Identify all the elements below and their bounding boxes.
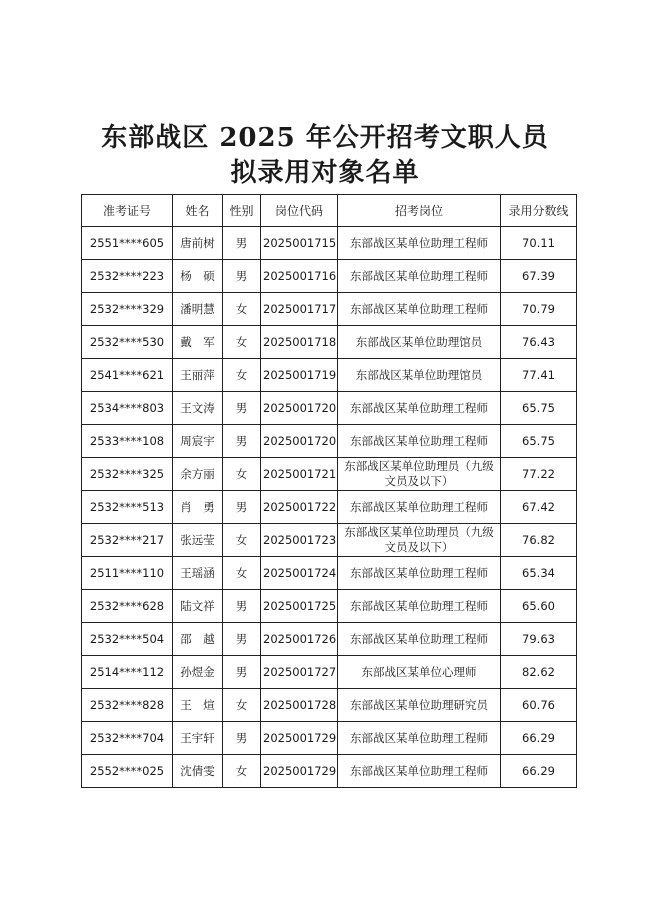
- exam-id-cell: 2532****223: [82, 260, 173, 293]
- exam-id-cell: 2532****704: [82, 722, 173, 755]
- gender-cell: 女: [223, 326, 261, 359]
- table-row: [82, 260, 577, 293]
- score-cell: 65.75: [501, 392, 577, 425]
- document-title: 东部战区 2025 年公开招考文职人员: [101, 123, 549, 153]
- position-cell: 东部战区某单位助理馆员: [338, 359, 501, 392]
- name-cell: 唐前树: [173, 227, 223, 260]
- score-cell: 82.62: [501, 656, 577, 689]
- gender-cell: 女: [223, 557, 261, 590]
- score-cell: 76.82: [501, 524, 577, 557]
- table-row: [82, 392, 577, 425]
- table-row: [82, 293, 577, 326]
- position-code-cell: 2025001725: [261, 590, 338, 623]
- gender-cell: 男: [223, 425, 261, 458]
- position-cell: 东部战区某单位助理研究员: [338, 689, 501, 722]
- table-row: [82, 656, 577, 689]
- score-cell: 76.43: [501, 326, 577, 359]
- position-cell: 东部战区某单位助理员（九级文员及以下）: [338, 458, 501, 491]
- exam-id-cell: 2511****110: [82, 557, 173, 590]
- exam-id-cell: 2551****605: [82, 227, 173, 260]
- position-code-cell: 2025001719: [261, 359, 338, 392]
- exam-id-cell: 2533****108: [82, 425, 173, 458]
- table-row: [82, 689, 577, 722]
- col-header-exam-id: 准考证号: [82, 195, 173, 227]
- gender-cell: 女: [223, 755, 261, 788]
- col-header-position-code: 岗位代码: [261, 195, 338, 227]
- gender-cell: 男: [223, 491, 261, 524]
- name-cell: 余方丽: [173, 458, 223, 491]
- name-cell: 陆文祥: [173, 590, 223, 623]
- position-code-cell: 2025001721: [261, 458, 338, 491]
- score-cell: 65.34: [501, 557, 577, 590]
- gender-cell: 女: [223, 524, 261, 557]
- admission-table: [81, 194, 577, 788]
- table-row: [82, 458, 577, 491]
- score-cell: 77.22: [501, 458, 577, 491]
- name-cell: 张远莹: [173, 524, 223, 557]
- position-code-cell: 2025001720: [261, 425, 338, 458]
- position-cell: 东部战区某单位助理工程师: [338, 557, 501, 590]
- exam-id-cell: 2514****112: [82, 656, 173, 689]
- name-cell: 沈倩雯: [173, 755, 223, 788]
- score-cell: 67.42: [501, 491, 577, 524]
- table-row: [82, 359, 577, 392]
- exam-id-cell: 2532****828: [82, 689, 173, 722]
- name-cell: 杨 硕: [173, 260, 223, 293]
- position-code-cell: 2025001720: [261, 392, 338, 425]
- position-cell: 东部战区某单位助理工程师: [338, 590, 501, 623]
- table-row: [82, 524, 577, 557]
- gender-cell: 女: [223, 689, 261, 722]
- exam-id-cell: 2532****217: [82, 524, 173, 557]
- position-code-cell: 2025001724: [261, 557, 338, 590]
- gender-cell: 男: [223, 722, 261, 755]
- position-code-cell: 2025001726: [261, 623, 338, 656]
- gender-cell: 男: [223, 590, 261, 623]
- position-cell: 东部战区某单位助理工程师: [338, 425, 501, 458]
- position-cell: 东部战区某单位助理工程师: [338, 722, 501, 755]
- gender-cell: 男: [223, 392, 261, 425]
- position-cell: 东部战区某单位助理工程师: [338, 293, 501, 326]
- gender-cell: 女: [223, 359, 261, 392]
- gender-cell: 男: [223, 656, 261, 689]
- exam-id-cell: 2532****329: [82, 293, 173, 326]
- exam-id-cell: 2532****628: [82, 590, 173, 623]
- table-row: [82, 722, 577, 755]
- exam-id-cell: 2532****325: [82, 458, 173, 491]
- score-cell: 60.76: [501, 689, 577, 722]
- table-body: [82, 227, 577, 788]
- position-cell: 东部战区某单位助理工程师: [338, 755, 501, 788]
- name-cell: 王宇轩: [173, 722, 223, 755]
- col-header-position: 招考岗位: [338, 195, 501, 227]
- score-cell: 77.41: [501, 359, 577, 392]
- position-code-cell: 2025001715: [261, 227, 338, 260]
- table-row: [82, 755, 577, 788]
- table-row: [82, 590, 577, 623]
- score-cell: 67.39: [501, 260, 577, 293]
- position-cell: 东部战区某单位助理工程师: [338, 623, 501, 656]
- name-cell: 孙煜金: [173, 656, 223, 689]
- position-cell: 东部战区某单位助理工程师: [338, 260, 501, 293]
- gender-cell: 男: [223, 260, 261, 293]
- position-code-cell: 2025001727: [261, 656, 338, 689]
- score-cell: 66.29: [501, 755, 577, 788]
- name-cell: 邵 越: [173, 623, 223, 656]
- score-cell: 66.29: [501, 722, 577, 755]
- position-code-cell: 2025001722: [261, 491, 338, 524]
- table-header-row: [82, 195, 577, 227]
- position-cell: 东部战区某单位助理工程师: [338, 227, 501, 260]
- name-cell: 王瑶涵: [173, 557, 223, 590]
- score-cell: 65.75: [501, 425, 577, 458]
- exam-id-cell: 2532****504: [82, 623, 173, 656]
- name-cell: 肖 勇: [173, 491, 223, 524]
- name-cell: 王 煊: [173, 689, 223, 722]
- position-cell: 东部战区某单位助理工程师: [338, 392, 501, 425]
- exam-id-cell: 2532****530: [82, 326, 173, 359]
- exam-id-cell: 2541****621: [82, 359, 173, 392]
- table-row: [82, 227, 577, 260]
- exam-id-cell: 2534****803: [82, 392, 173, 425]
- position-code-cell: 2025001729: [261, 722, 338, 755]
- score-cell: 70.11: [501, 227, 577, 260]
- position-code-cell: 2025001723: [261, 524, 338, 557]
- name-cell: 戴 军: [173, 326, 223, 359]
- score-cell: 79.63: [501, 623, 577, 656]
- name-cell: 王文涛: [173, 392, 223, 425]
- name-cell: 王丽萍: [173, 359, 223, 392]
- table-row: [82, 425, 577, 458]
- gender-cell: 女: [223, 458, 261, 491]
- table-row: [82, 326, 577, 359]
- position-code-cell: 2025001716: [261, 260, 338, 293]
- table-row: [82, 491, 577, 524]
- col-header-gender: 性别: [223, 195, 261, 227]
- table-row: [82, 557, 577, 590]
- position-cell: 东部战区某单位助理工程师: [338, 491, 501, 524]
- name-cell: 周宸宇: [173, 425, 223, 458]
- col-header-score: 录用分数线: [501, 195, 577, 227]
- position-code-cell: 2025001718: [261, 326, 338, 359]
- gender-cell: 男: [223, 227, 261, 260]
- gender-cell: 女: [223, 293, 261, 326]
- exam-id-cell: 2552****025: [82, 755, 173, 788]
- score-cell: 65.60: [501, 590, 577, 623]
- name-cell: 潘明慧: [173, 293, 223, 326]
- position-cell: 东部战区某单位助理员（九级文员及以下）: [338, 524, 501, 557]
- position-code-cell: 2025001717: [261, 293, 338, 326]
- gender-cell: 男: [223, 623, 261, 656]
- score-cell: 70.79: [501, 293, 577, 326]
- position-cell: 东部战区某单位心理师: [338, 656, 501, 689]
- position-code-cell: 2025001729: [261, 755, 338, 788]
- table-row: [82, 623, 577, 656]
- position-code-cell: 2025001728: [261, 689, 338, 722]
- exam-id-cell: 2532****513: [82, 491, 173, 524]
- col-header-name: 姓名: [173, 195, 223, 227]
- position-cell: 东部战区某单位助理馆员: [338, 326, 501, 359]
- document-subtitle: 拟录用对象名单: [230, 158, 420, 188]
